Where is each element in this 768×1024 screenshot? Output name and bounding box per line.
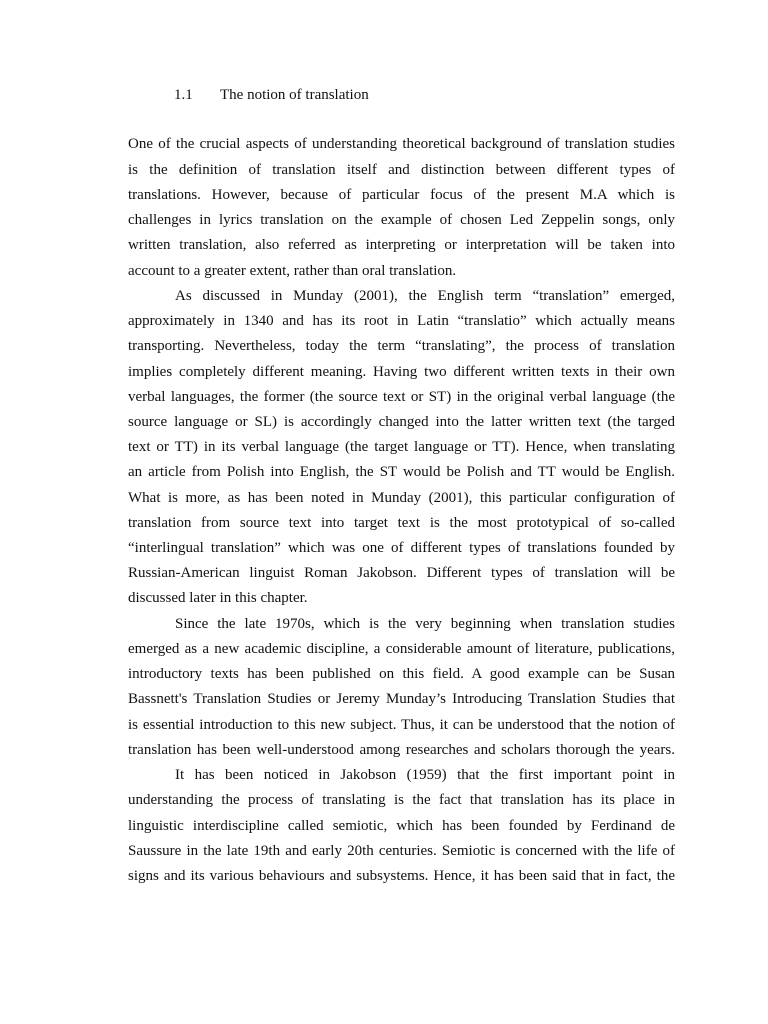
text-line: is essential introduction to this new subject. Thus, it can be understood that the notion of [128, 717, 675, 733]
text-line: Russian-American linguist Roman Jakobson. Different types of translation will be [128, 565, 675, 581]
section-heading [174, 84, 369, 106]
text-line: Saussure in the late 19th and early 20th centuries. Semiotic is concerned with the life of [128, 843, 675, 859]
text-line: transporting. Nevertheless, today the term “translating”, the process of translation [128, 338, 675, 354]
text-line: What is more, as has been noted in Munday (2001), this particular configuration of [128, 490, 675, 506]
text-line: translation from source text into target text is the most prototypical of so-called [128, 515, 675, 531]
text-line: written translation, also referred as interpreting or interpretation will be taken into [128, 237, 675, 253]
text-line: challenges in lyrics translation on the example of chosen Led Zeppelin songs, only [128, 212, 675, 228]
section-number: 1.1 [174, 87, 193, 103]
text-line: Since the late 1970s, which is the very beginning when translation studies [175, 616, 675, 632]
text-line: translation has been well-understood among researches and scholars thorough the years. [128, 742, 675, 758]
text-line: signs and its various behaviours and subsystems. Hence, it has been said that in fact, the [128, 868, 675, 884]
text-line: introductory texts has been published on this field. A good example can be Susan [128, 666, 675, 682]
text-line: is the definition of translation itself and distinction between different types of [128, 162, 675, 178]
text-line: “interlingual translation” which was one of different types of translations founded by [128, 540, 675, 556]
text-line: emerged as a new academic discipline, a considerable amount of literature, publications, [128, 641, 675, 657]
text-line: As discussed in Munday (2001), the English term “translation” emerged, [175, 288, 675, 304]
text-line: text or TT) in its verbal language (the target language or TT). Hence, when translating [128, 439, 675, 455]
text-line: implies completely different meaning. Having two different written texts in their own [128, 364, 675, 380]
text-line: One of the crucial aspects of understanding theoretical background of translation studies [128, 136, 675, 152]
text-line: approximately in 1340 and has its root in Latin “translatio” which actually means [128, 313, 675, 329]
text-line: linguistic interdiscipline called semiotic, which has been founded by Ferdinand de [128, 818, 675, 834]
text-line: understanding the process of translating is the fact that translation has its place in [128, 792, 675, 808]
section-title: The notion of translation [220, 87, 369, 103]
text-line: Bassnett's Translation Studies or Jeremy Munday’s Introducing Translation Studies that [128, 691, 675, 707]
text-line: translations. However, because of particular focus of the present M.A which is [128, 187, 675, 203]
text-line: an article from Polish into English, the ST would be Polish and TT would be English. [128, 464, 675, 480]
text-line: verbal languages, the former (the source text or ST) in the original verbal language (the [128, 389, 675, 405]
text-line: account to a greater extent, rather than oral translation. [128, 263, 457, 279]
text-line: source language or SL) is accordingly changed into the latter written text (the targed [128, 414, 675, 430]
text-line: discussed later in this chapter. [128, 590, 308, 606]
text-line: It has been noticed in Jakobson (1959) that the first important point in [175, 767, 675, 783]
